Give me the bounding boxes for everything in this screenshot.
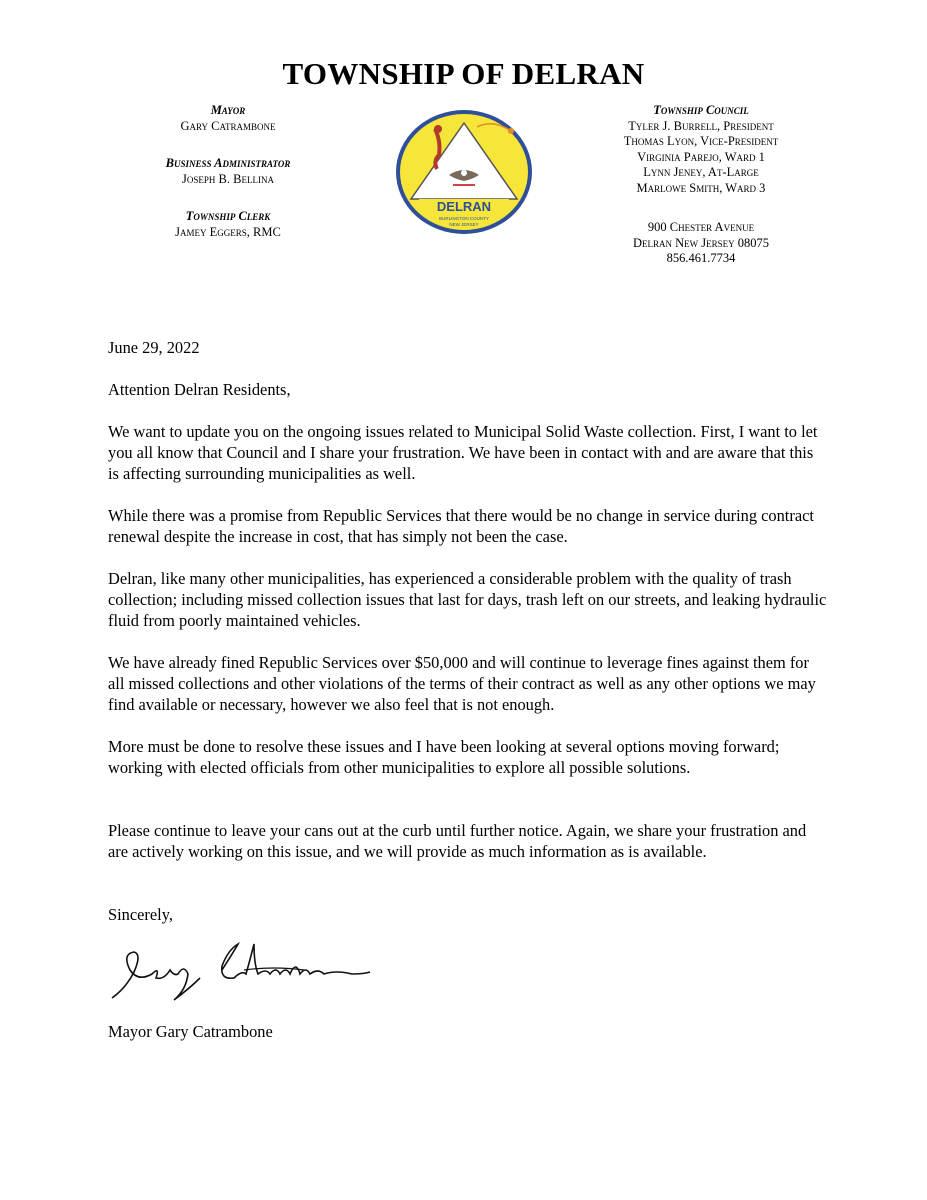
phone-number: 856.461.7734 xyxy=(666,251,736,265)
paragraph: We want to update you on the ongoing issues related to Municipal Solid Waste collection. First, I want to let you all know that Council and I share your frustration. We have been in contact with and are aware that this is affecting surrounding municipalities as well. xyxy=(108,422,818,483)
seal-state: NEW JERSEY xyxy=(449,222,479,227)
paragraph: Please continue to leave your cans out at the curb until further notice. Again, we share your frustration and are actively working on this issue, and we will provide as much information as is available. xyxy=(108,821,807,861)
council-member: Tyler J. Burrell, President xyxy=(628,118,774,133)
clerk-name: Jamey Eggers, RMC xyxy=(175,224,281,239)
signature xyxy=(104,930,374,1010)
township-seal xyxy=(393,107,535,237)
officials-right xyxy=(586,103,816,267)
mayor-name: Gary Catrambone xyxy=(180,118,276,133)
council-member: Thomas Lyon, Vice-President xyxy=(623,134,779,148)
council-member: Lynn Jeney, At-Large xyxy=(643,165,759,179)
paragraph: More must be done to resolve these issues and I have been looking at several options moving forward; working with elected officials from other municipalities to explore all possible solutions. xyxy=(108,737,780,777)
signer-name: Mayor Gary Catrambone xyxy=(108,1022,273,1041)
admin-name: Joseph B. Bellina xyxy=(182,171,274,186)
address-line-2: Delran New Jersey 08075 xyxy=(632,235,770,250)
officials-left xyxy=(128,103,328,240)
seal-county: BURLINGTON COUNTY xyxy=(439,216,489,221)
mayor-role: Mayor xyxy=(210,103,246,117)
seal-name: DELRAN xyxy=(436,199,492,214)
letterhead-title: TOWNSHIP OF DELRAN xyxy=(282,56,645,91)
letter-closing: Sincerely, xyxy=(108,905,173,924)
council-role: Township Council xyxy=(653,103,749,117)
address-line-1: 900 Chester Avenue xyxy=(647,220,755,234)
clerk-role: Township Clerk xyxy=(185,209,271,223)
signature-text: Gary Catrambone xyxy=(104,930,112,931)
paragraph: Delran, like many other municipalities, has experienced a considerable problem with the quality of trash collection; including missed collection issues that last for days, trash left on our streets, and leaking hydraulic fluid from poorly maintained vehicles. xyxy=(108,569,827,630)
letter-salutation: Attention Delran Residents, xyxy=(108,380,291,399)
letter-date: June 29, 2022 xyxy=(108,338,200,357)
admin-role: Business Administrator xyxy=(165,156,291,170)
council-member: Marlowe Smith, Ward 3 xyxy=(636,180,766,195)
paragraph: We have already fined Republic Services over $50,000 and will continue to leverage fines against them for all missed collections and other violations of the terms of their contract as well as any other options we may find available or necessary, however we also feel that is not enough. xyxy=(108,653,816,714)
paragraph: While there was a promise from Republic Services that there would be no change in service during contract renewal despite the increase in cost, that has simply not been the case. xyxy=(108,506,814,546)
council-member: Virginia Parejo, Ward 1 xyxy=(637,149,765,164)
